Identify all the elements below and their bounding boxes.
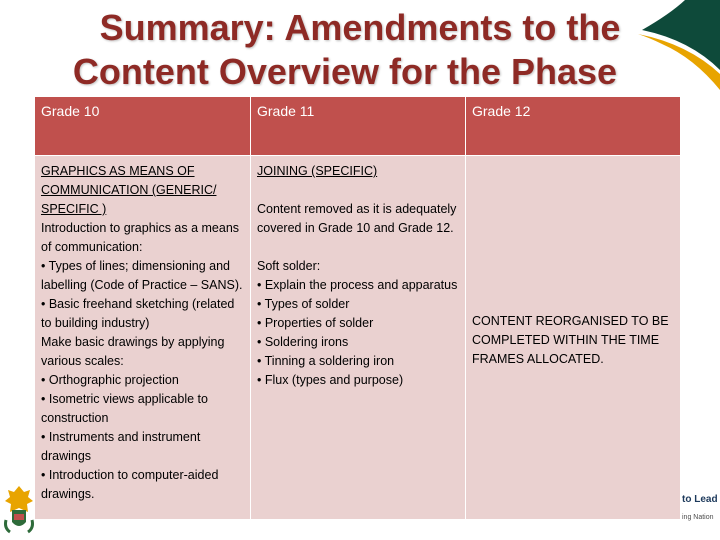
grade11-bullet: • Types of solder	[257, 297, 350, 311]
grade11-bullet: • Explain the process and apparatus	[257, 278, 458, 292]
grade10-line: • Isometric views applicable to construction	[41, 392, 208, 425]
grade10-line: Make basic drawings by applying various scales:	[41, 335, 225, 368]
cell-grade-12	[466, 156, 681, 520]
coat-of-arms-icon	[2, 484, 36, 534]
table-row	[35, 156, 681, 520]
grade11-bullet: • Flux (types and purpose)	[257, 373, 404, 387]
slide-title-line1: Summary: Amendments to the	[99, 7, 621, 48]
grade11-bullet: • Properties of solder	[257, 316, 374, 330]
grade12-text: CONTENT REORGANISED TO BE COMPLETED WITHIN THE TIME FRAMES ALLOCATED.	[472, 314, 669, 366]
header-grade-12: Grade 12	[466, 97, 681, 156]
grade11-heading: JOINING (SPECIFIC)	[257, 164, 378, 178]
content-overview-table	[34, 96, 681, 520]
logo-text-line1: to Lead	[682, 494, 718, 505]
slide-title	[0, 6, 690, 94]
grade10-line: • Instruments and instrument drawings	[41, 430, 201, 463]
grade11-bullet: • Tinning a soldering iron	[257, 354, 395, 368]
department-logo	[680, 488, 720, 532]
grade11-bullet: • Soldering irons	[257, 335, 349, 349]
grade11-subheading: Soft solder:	[257, 259, 321, 273]
cell-grade-11	[251, 156, 466, 520]
table-header-row	[35, 97, 681, 156]
grade10-heading: GRAPHICS AS MEANS OF COMMUNICATION (GENERIC/ SPECIFIC )	[41, 164, 217, 216]
cell-grade-10	[35, 156, 251, 520]
grade10-line: • Types of lines; dimensioning and labelling (Code of Practice – SANS). • Basic freehand sketching (related to building industry)	[41, 259, 243, 330]
header-grade-11: Grade 11	[251, 97, 466, 156]
grade10-line: • Orthographic projection	[41, 373, 179, 387]
slide-title-line2: Content Overview for the Phase	[72, 51, 618, 92]
logo-text-line2: ing Nation	[682, 514, 714, 521]
grade10-line: Introduction to graphics as a means of communication:	[41, 221, 240, 254]
grade10-line: • Introduction to computer-aided drawings.	[41, 468, 219, 501]
header-grade-10: Grade 10	[35, 97, 251, 156]
grade11-note: Content removed as it is adequately covered in Grade 10 and Grade 12.	[257, 202, 457, 235]
